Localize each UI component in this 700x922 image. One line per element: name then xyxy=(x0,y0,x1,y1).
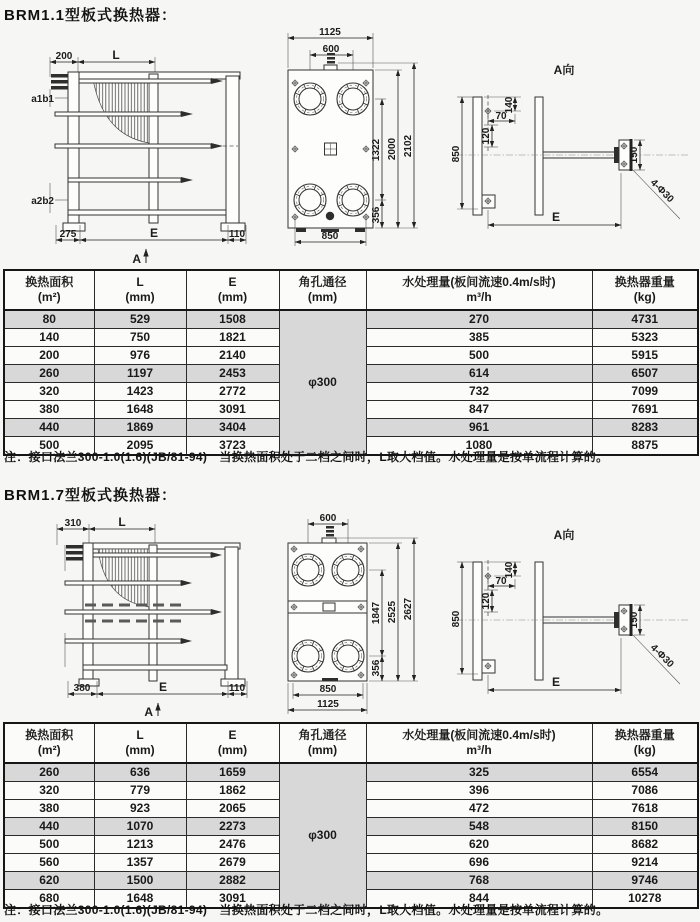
cell-weight: 8682 xyxy=(592,836,698,854)
cell-e: 1821 xyxy=(186,329,279,347)
cell-weight: 8283 xyxy=(592,419,698,437)
dim-150-label: 150 xyxy=(629,611,640,629)
brm17-a-view-drawing xyxy=(448,508,698,713)
cell-weight: 8150 xyxy=(592,818,698,836)
dim-110-label: 110 xyxy=(228,683,246,694)
port-label-a1b1: a1b1 xyxy=(31,94,54,105)
col-header-e: E (mm) xyxy=(186,270,279,310)
cell-area: 260 xyxy=(4,763,94,782)
cell-area: 380 xyxy=(4,800,94,818)
cell-weight: 7099 xyxy=(592,383,698,401)
cell-e: 2772 xyxy=(186,383,279,401)
cell-area: 140 xyxy=(4,329,94,347)
cell-l: 1197 xyxy=(94,365,186,383)
dim-380-label: 380 xyxy=(73,683,91,694)
dim-l-label: L xyxy=(112,48,120,62)
dim-275-label: 275 xyxy=(59,229,77,240)
dim-1125-label: 1125 xyxy=(317,699,339,710)
cell-area: 200 xyxy=(4,347,94,365)
cell-e: 3091 xyxy=(186,890,279,909)
section2-note: 注：接口法兰300-1.0(1.6)(JB/81-94) 当换热面积处于二档之间时，L取大档值。水处理量是按单流程计算的。 xyxy=(4,903,609,917)
dim-356-label: 356 xyxy=(371,206,382,224)
cell-area: 260 xyxy=(4,365,94,383)
cell-l: 529 xyxy=(94,310,186,329)
cell-e: 2065 xyxy=(186,800,279,818)
cell-e: 2679 xyxy=(186,854,279,872)
dim-2525-label: 2525 xyxy=(387,600,398,624)
cell-water: 847 xyxy=(366,401,592,419)
brm11-spec-table xyxy=(3,269,699,456)
cell-area: 680 xyxy=(4,890,94,909)
cell-water: 1080 xyxy=(366,437,592,456)
cell-e: 3404 xyxy=(186,419,279,437)
dim-bolt-holes-label: 4-Φ30 xyxy=(647,642,676,671)
brm11-a-view-drawing xyxy=(448,43,698,248)
cell-water: 270 xyxy=(366,310,592,329)
cell-e: 2882 xyxy=(186,872,279,890)
cell-water: 844 xyxy=(366,890,592,909)
dim-850-label: 850 xyxy=(451,145,462,163)
cell-weight: 7086 xyxy=(592,782,698,800)
brm17-side-view-drawing xyxy=(5,515,270,720)
dim-1322-label: 1322 xyxy=(371,138,382,162)
dim-e-label: E xyxy=(149,226,159,240)
cell-e: 2140 xyxy=(186,347,279,365)
dim-2627-label: 2627 xyxy=(403,597,414,621)
dim-2000-label: 2000 xyxy=(387,137,398,161)
view-arrow-label: A xyxy=(144,705,153,719)
cell-weight: 8875 xyxy=(592,437,698,456)
dim-e-label: E xyxy=(551,210,561,224)
a-view-title: A向 xyxy=(553,63,575,77)
section1-note: 注：接口法兰300-1.0(1.6)(JB/81-94) 当换热面积处于二档之间时，L取大档值。水处理量是按单流程计算的。 xyxy=(4,450,609,464)
cell-water: 614 xyxy=(366,365,592,383)
dim-600-label: 600 xyxy=(322,44,340,55)
cell-water: 961 xyxy=(366,419,592,437)
cell-l: 1869 xyxy=(94,419,186,437)
col-header-bore: 角孔通径 (mm) xyxy=(279,723,366,763)
cell-l: 976 xyxy=(94,347,186,365)
cell-area: 500 xyxy=(4,836,94,854)
dim-150-label: 150 xyxy=(629,146,640,164)
dim-2102-label: 2102 xyxy=(403,134,414,158)
cell-l: 750 xyxy=(94,329,186,347)
col-header-l: L (mm) xyxy=(94,270,186,310)
drawing-geometry xyxy=(288,33,418,246)
dim-110-label: 110 xyxy=(228,229,246,240)
col-header-water: 水处理量(板间流速0.4m/s时) m³/h xyxy=(366,723,592,763)
cell-water: 325 xyxy=(366,763,592,782)
dim-1125-label: 1125 xyxy=(319,27,341,38)
cell-weight: 9746 xyxy=(592,872,698,890)
dim-e-label: E xyxy=(551,675,561,689)
brm11-front-view-drawing xyxy=(272,26,447,268)
col-header-area: 换热面积 (m²) xyxy=(4,270,94,310)
cell-weight: 7691 xyxy=(592,401,698,419)
dim-850-label: 850 xyxy=(451,610,462,628)
col-header-water: 水处理量(板间流速0.4m/s时) m³/h xyxy=(366,270,592,310)
col-header-bore: 角孔通径 (mm) xyxy=(279,270,366,310)
col-header-e: E (mm) xyxy=(186,723,279,763)
cell-e: 3091 xyxy=(186,401,279,419)
brm17-front-view-drawing xyxy=(272,502,447,720)
dim-e-label: E xyxy=(158,680,168,694)
cell-weight: 6507 xyxy=(592,365,698,383)
cell-weight: 7618 xyxy=(592,800,698,818)
cell-water: 548 xyxy=(366,818,592,836)
dim-356-label: 356 xyxy=(371,659,382,677)
cell-weight: 5323 xyxy=(592,329,698,347)
cell-l: 779 xyxy=(94,782,186,800)
dim-1847-label: 1847 xyxy=(371,601,382,625)
dim-850-label: 850 xyxy=(319,684,337,695)
table-row xyxy=(4,763,698,782)
cell-e: 1659 xyxy=(186,763,279,782)
cell-area: 320 xyxy=(4,782,94,800)
cell-e: 2476 xyxy=(186,836,279,854)
cell-area: 80 xyxy=(4,310,94,329)
cell-water: 396 xyxy=(366,782,592,800)
cell-e: 1508 xyxy=(186,310,279,329)
col-header-weight: 换热器重量 (kg) xyxy=(592,270,698,310)
section2-title: BRM1.7型板式换热器： xyxy=(4,487,178,504)
cell-bore: φ300 xyxy=(279,310,366,455)
cell-water: 500 xyxy=(366,347,592,365)
dim-70-label: 70 xyxy=(495,576,507,587)
table-row xyxy=(4,310,698,329)
cell-weight: 6554 xyxy=(592,763,698,782)
dim-850-label: 850 xyxy=(321,231,339,242)
cell-bore: φ300 xyxy=(279,763,366,908)
cell-l: 1423 xyxy=(94,383,186,401)
col-header-l: L (mm) xyxy=(94,723,186,763)
cell-area: 440 xyxy=(4,419,94,437)
cell-area: 560 xyxy=(4,854,94,872)
cell-weight: 4731 xyxy=(592,310,698,329)
a-view-title: A向 xyxy=(553,528,575,542)
cell-l: 923 xyxy=(94,800,186,818)
dim-140-label: 140 xyxy=(504,96,515,114)
cell-e: 2273 xyxy=(186,818,279,836)
cell-weight: 9214 xyxy=(592,854,698,872)
cell-water: 732 xyxy=(366,383,592,401)
cell-l: 636 xyxy=(94,763,186,782)
cell-water: 696 xyxy=(366,854,592,872)
cell-e: 3723 xyxy=(186,437,279,456)
cell-water: 620 xyxy=(366,836,592,854)
cell-l: 1648 xyxy=(94,890,186,909)
section1-title: BRM1.1型板式换热器： xyxy=(4,7,178,24)
dim-120-label: 120 xyxy=(481,127,492,145)
dim-200-label: 200 xyxy=(55,51,73,62)
cell-weight: 10278 xyxy=(592,890,698,909)
dim-310-label: 310 xyxy=(64,518,82,529)
cell-l: 1070 xyxy=(94,818,186,836)
dim-140-label: 140 xyxy=(504,561,515,579)
cell-area: 320 xyxy=(4,383,94,401)
cell-area: 440 xyxy=(4,818,94,836)
cell-e: 1862 xyxy=(186,782,279,800)
port-label-a2b2: a2b2 xyxy=(31,196,54,207)
dim-120-label: 120 xyxy=(481,592,492,610)
cell-weight: 5915 xyxy=(592,347,698,365)
cell-e: 2453 xyxy=(186,365,279,383)
cell-l: 1213 xyxy=(94,836,186,854)
col-header-weight: 换热器重量 (kg) xyxy=(592,723,698,763)
brm17-spec-table xyxy=(3,722,699,909)
cell-l: 1648 xyxy=(94,401,186,419)
dim-l-label: L xyxy=(118,515,126,529)
brm11-side-view-drawing xyxy=(5,33,270,265)
drawing-geometry xyxy=(288,519,418,714)
view-arrow-label: A xyxy=(132,252,141,265)
cell-l: 2095 xyxy=(94,437,186,456)
col-header-area: 换热面积 (m²) xyxy=(4,723,94,763)
cell-area: 380 xyxy=(4,401,94,419)
drawing-geometry xyxy=(50,57,246,263)
dim-600-label: 600 xyxy=(319,513,337,524)
drawing-geometry xyxy=(456,95,688,229)
cell-l: 1357 xyxy=(94,854,186,872)
cell-l: 1500 xyxy=(94,872,186,890)
cell-area: 620 xyxy=(4,872,94,890)
drawing-geometry xyxy=(456,560,688,694)
dim-bolt-holes-label: 4-Φ30 xyxy=(647,177,676,206)
dim-70-label: 70 xyxy=(495,111,507,122)
cell-water: 385 xyxy=(366,329,592,347)
cell-water: 768 xyxy=(366,872,592,890)
table-header-row xyxy=(4,270,698,310)
table-header-row xyxy=(4,723,698,763)
cell-water: 472 xyxy=(366,800,592,818)
cell-area: 500 xyxy=(4,437,94,456)
